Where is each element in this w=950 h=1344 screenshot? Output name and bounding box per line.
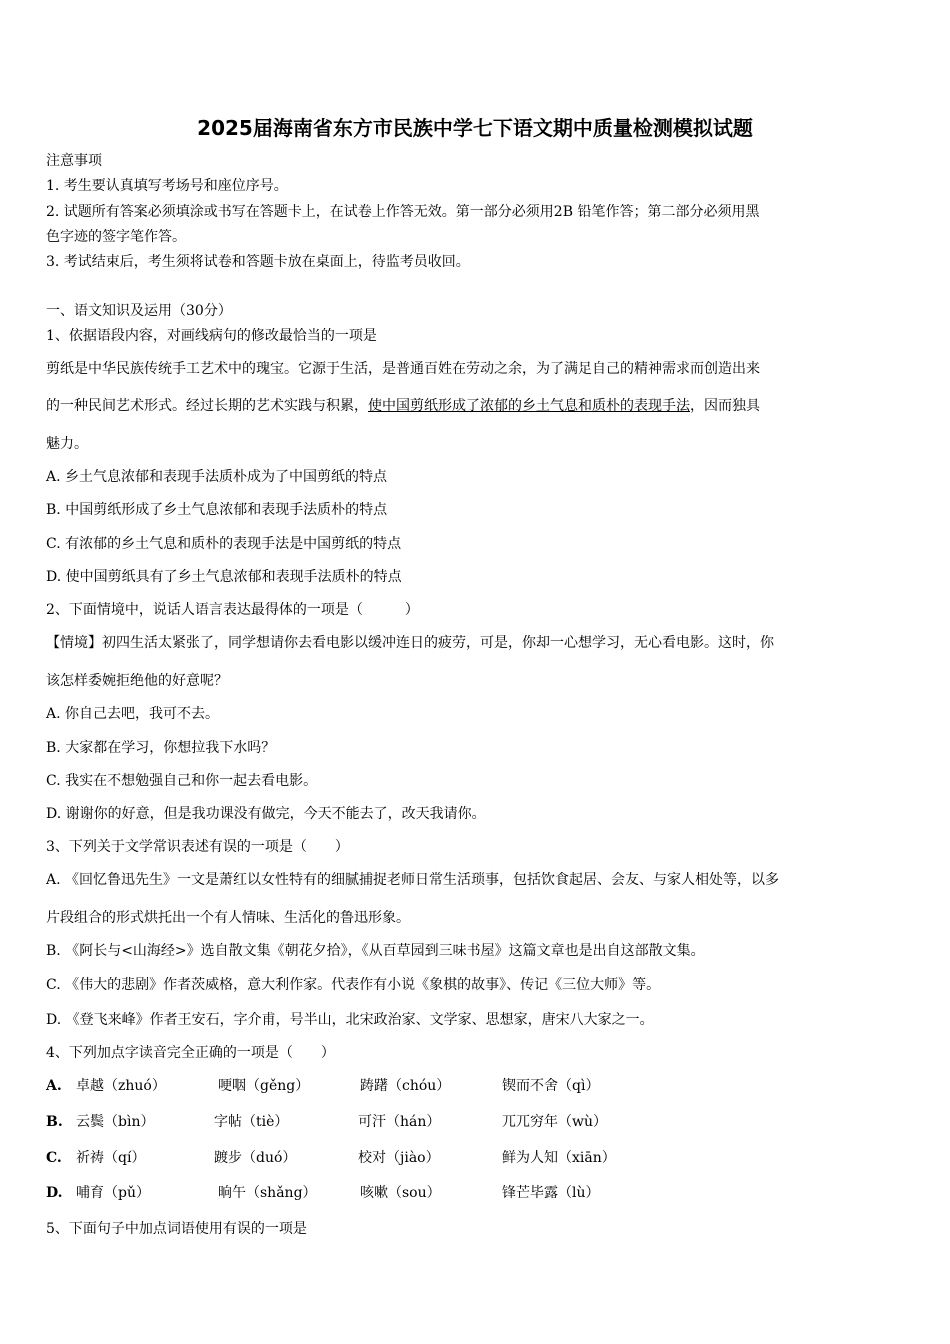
notice-heading: 注意事项 <box>46 153 102 169</box>
q4-item: 云鬓（bìn） <box>76 1114 155 1130</box>
q1-para-pre: 的一种民间艺术形式。经过长期的艺术实践与积累， <box>46 398 368 414</box>
q4-item: 字帖（tiè） <box>214 1114 289 1130</box>
notice-item-1: 1. 考生要认真填写考场号和座位序号。 <box>46 178 288 194</box>
notice-item-2-cont: 色字迹的签字笔作答。 <box>46 229 186 245</box>
q4-item: 晌午（shǎng） <box>218 1185 317 1201</box>
q2-option-c: C. 我实在不想勉强自己和你一起去看电影。 <box>46 773 318 789</box>
q4-item: 锋芒毕露（lù） <box>502 1185 600 1201</box>
q2-context-line-2: 该怎样委婉拒绝他的好意呢？ <box>46 673 228 689</box>
q3-stem: 3、下列关于文学常识表述有误的一项是（ ） <box>46 839 349 855</box>
q4-item: 卓越（zhuó） <box>76 1078 166 1094</box>
q1-paragraph-line-1: 剪纸是中华民族传统手工艺术中的瑰宝。它源于生活，是普通百姓在劳动之余，为了满足自己的精神需求而创造出来 <box>46 361 760 377</box>
q3-option-a-line-2: 片段组合的形式烘托出一个有人情味、生活化的鲁迅形象。 <box>46 910 410 926</box>
q3-option-b: B. 《阿长与<山海经>》选自散文集《朝花夕拾》，《从百草园到三味书屋》这篇文章也是出自这部散文集。 <box>46 943 705 959</box>
q4-item: 可汗（hán） <box>358 1114 441 1130</box>
q2-option-b: B. 大家都在学习，你想拉我下水吗？ <box>46 740 276 756</box>
q4-row-label: A. <box>46 1078 62 1094</box>
q1-paragraph-line-3: 魅力。 <box>46 436 88 452</box>
q2-stem: 2、下面情境中，说话人语言表达最得体的一项是（ ） <box>46 602 419 618</box>
q3-option-d: D. 《登飞来峰》作者王安石，字介甫，号半山，北宋政治家、文学家、思想家，唐宋八大家之一。 <box>46 1012 654 1028</box>
q1-option-a: A. 乡土气息浓郁和表现手法质朴成为了中国剪纸的特点 <box>46 469 388 485</box>
q4-stem: 4、下列加点字读音完全正确的一项是（ ） <box>46 1045 335 1061</box>
notice-item-3: 3. 考试结束后，考生须将试卷和答题卡放在桌面上，待监考员收回。 <box>46 254 470 270</box>
q4-item: 兀兀穷年（wù） <box>502 1114 607 1130</box>
q1-stem: 1、依据语段内容，对画线病句的修改最恰当的一项是 <box>46 328 377 344</box>
q4-item: 校对（jiào） <box>358 1150 440 1166</box>
q4-item: 踱步（duó） <box>214 1150 297 1166</box>
q1-para-post: ，因而独具 <box>690 398 760 414</box>
q4-item: 锲而不舍（qì） <box>502 1078 600 1094</box>
q2-context-line-1: 【情境】初四生活太紧张了，同学想请你去看电影以缓冲连日的疲劳，可是，你却一心想学习，无心看电影。这时，你 <box>46 635 774 651</box>
q1-option-c: C. 有浓郁的乡土气息和质朴的表现手法是中国剪纸的特点 <box>46 536 402 552</box>
q1-option-b: B. 中国剪纸形成了乡土气息浓郁和表现手法质朴的特点 <box>46 502 388 518</box>
q4-item: 哺育（pǔ） <box>76 1185 150 1201</box>
q4-row-label: C. <box>46 1150 62 1166</box>
notice-item-2: 2. 试题所有答案必须填涂或书写在答题卡上，在试卷上作答无效。第一部分必须用2B 铅笔作答；第二部分必须用黑 <box>46 204 760 220</box>
q4-item: 哽咽（gěng） <box>218 1078 310 1094</box>
q2-option-a: A. 你自己去吧，我可不去。 <box>46 706 220 722</box>
q4-item: 咳嗽（sou） <box>360 1185 441 1201</box>
q4-item: 鲜为人知（xiān） <box>502 1150 616 1166</box>
q1-option-d: D. 使中国剪纸具有了乡土气息浓郁和表现手法质朴的特点 <box>46 569 402 585</box>
section-heading: 一、语文知识及运用（30分） <box>46 303 232 319</box>
q4-item: 踌躇（chóu） <box>360 1078 451 1094</box>
page-title: 2025届海南省东方市民族中学七下语文期中质量检测模拟试题 <box>197 116 753 140</box>
q5-stem: 5、下面句子中加点词语使用有误的一项是 <box>46 1221 307 1237</box>
q1-underlined-sentence: 使中国剪纸形成了浓郁的乡土气息和质朴的表现手法 <box>368 398 690 414</box>
q3-option-a-line-1: A. 《回忆鲁迅先生》一文是萧红以女性特有的细腻捕捉老师日常生活琐事，包括饮食起居、会友、与家人相处等，以多 <box>46 872 780 888</box>
q1-paragraph-line-2 <box>46 397 760 415</box>
q4-row-label: B. <box>46 1114 63 1130</box>
q3-option-c: C. 《伟大的悲剧》作者茨威格，意大利作家。代表作有小说《象棋的故事》、传记《三位大师》等。 <box>46 977 661 993</box>
q4-item: 祈祷（qí） <box>76 1150 146 1166</box>
q4-row-label: D. <box>46 1185 63 1201</box>
q2-option-d: D. 谢谢你的好意，但是我功课没有做完，今天不能去了，改天我请你。 <box>46 806 486 822</box>
